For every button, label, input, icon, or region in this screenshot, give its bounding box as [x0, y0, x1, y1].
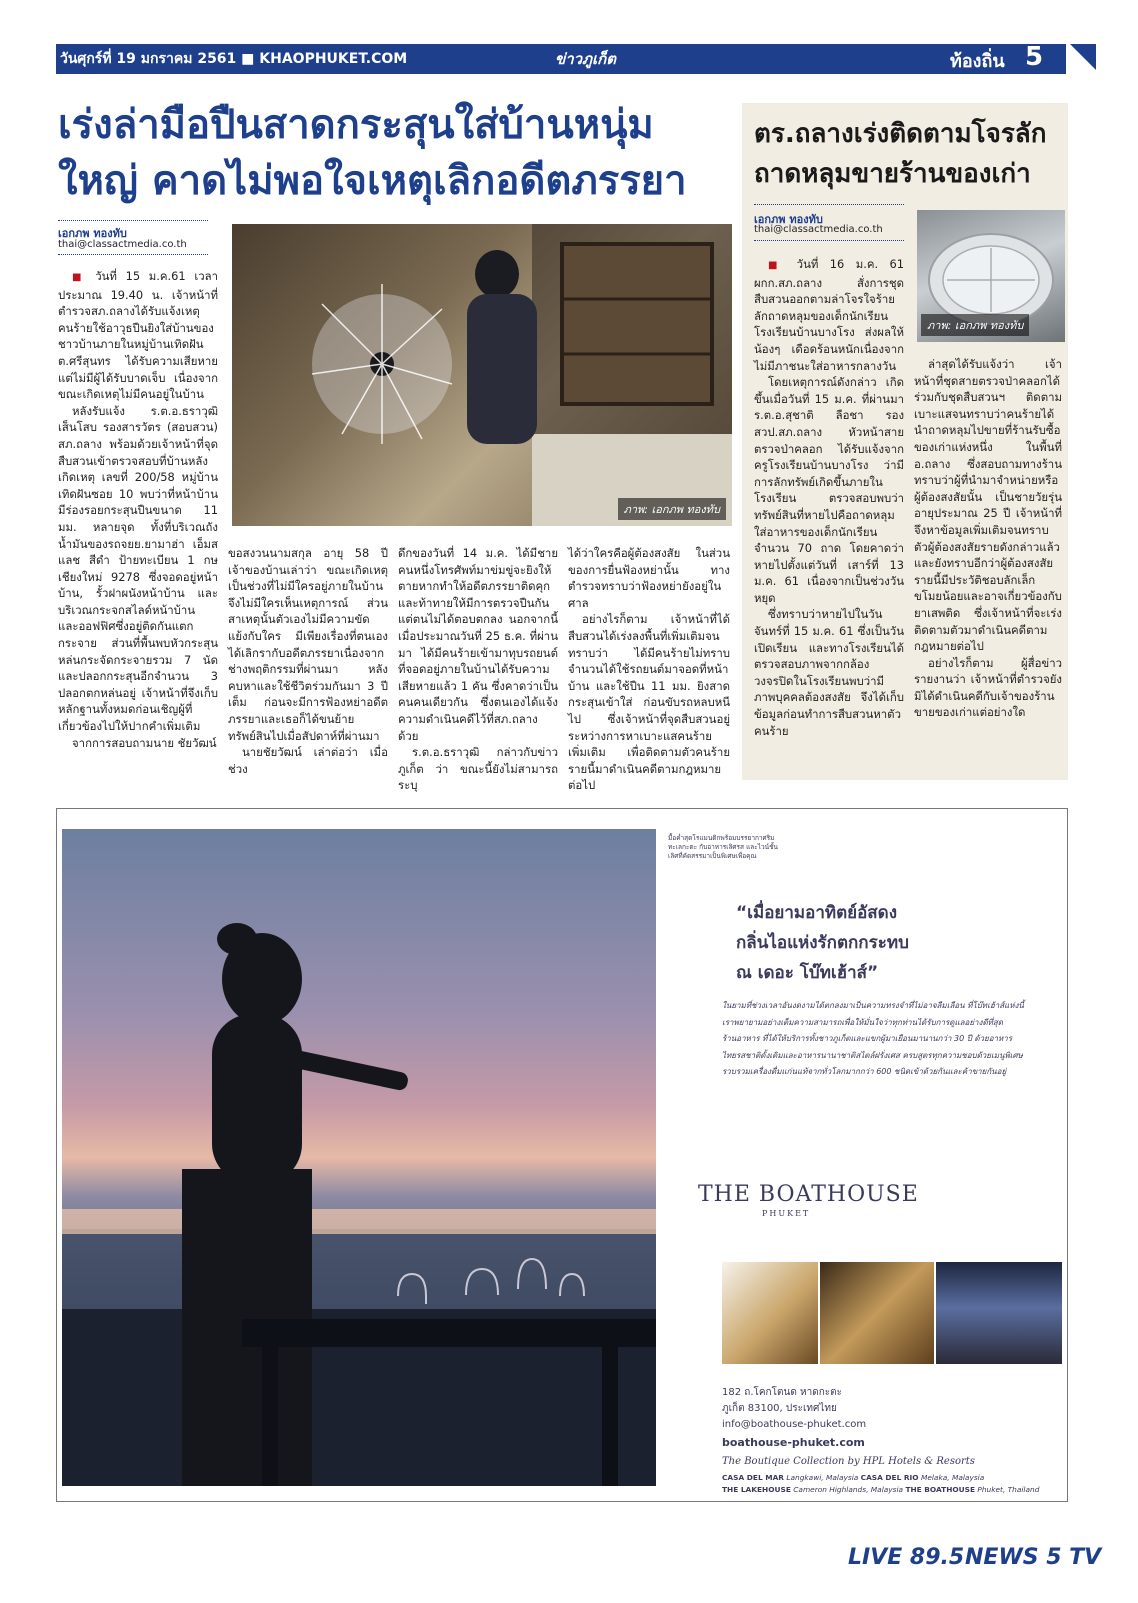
- paragraph: จากการสอบถามนาย ชัยวัฒน์: [72, 735, 217, 750]
- ad-quote-line-3: ณ เดอะ โบ๊ทเฮ้าส์”: [736, 963, 879, 983]
- paragraph: ได้ว่าใครคือผู้ต้องสงสัย ในส่วนของการยื่นฟ้องหย่านั้น ทางตำรวจทราบว่าฟ้องหย่ายังอยู่ในศาล: [568, 546, 730, 610]
- ad-quote-line-1: “เมื่อยามอาทิตย์อัสดง: [736, 903, 898, 923]
- ad-body-line: ร้านอาหาร ที่ได้ให้บริการทั้งชาวภูเก็ตและแขกผู้มาเยือนมานานกว่า 30 ปี ด้วยอาหาร: [722, 1034, 1013, 1043]
- ad-body-line: ไทยรสชาติดั้งเดิมและอาหารนานาชาติสไตล์ฝรั่งเศส ครบสูตรทุกความชอบด้วยเมนูพิเศษ: [722, 1050, 1023, 1060]
- hotel-name: THE BOATHOUSE: [905, 1485, 976, 1494]
- ad-hotel-list: [722, 1472, 1066, 1496]
- main-story-column-1: [58, 268, 218, 751]
- main-byline: เอกภพ ทองทับ: [58, 227, 127, 240]
- main-byline-email: thai@classactmedia.co.th: [58, 239, 187, 250]
- section-name: ท้องถิ่น: [950, 51, 1005, 72]
- paragraph: ร.ต.อ.ธราวุฒิ กล่าวกับข่าวภูเก็ต ว่า ขณะนี้ยังไม่สามารถระบุ: [398, 745, 558, 793]
- hotel-name: CASA DEL MAR: [722, 1473, 784, 1482]
- paragraph: วันที่ 15 ม.ค.61 เวลาประมาณ 19.40 น. เจ้าหน้าที่ตำรวจสภ.ถลางได้รับแจ้งเหตุคนร้ายใช้อาวุธปืนยิงใส่บ้านของชาวบ้านภายในหมู่บ้านเทิดฝัน ต.ศรีสุนทร ได้รับความเสียหาย แต่ไม่มีผู้ได้รับบาดเจ็บ เนื่องจากขณะเกิดเหตุไม่มีคนอยู่ในบ้าน: [58, 269, 219, 402]
- ad-body-line: ในยามที่ช่วงเวลาอันงดงามได้ตกลงมาเป็นความทรงจำที่ไม่อาจลืมเลือน ที่โบ๊ทเฮ้าส์แห่งนี้: [722, 1001, 1024, 1010]
- food-tray-photo: [917, 210, 1065, 342]
- ad-brand-sub: PHUKET: [762, 1209, 811, 1218]
- ad-photo-illustration: [62, 829, 656, 1486]
- ad-quote: [736, 898, 909, 988]
- side-byline: เอกภพ ทองทับ: [754, 213, 823, 226]
- ad-website[interactable]: boathouse-phuket.com: [722, 1436, 865, 1449]
- live-radio-logo: LIVE 89.5: [848, 1545, 965, 1570]
- main-story-column-3: [398, 545, 558, 794]
- paragraph: ขอสงวนนามสกุล อายุ 58 ปี เจ้าของบ้านเล่าว่า ขณะเกิดเหตุเป็นช่วงที่ไม่มีใครอยู่ภายในบ้าน จึงไม่มีใครเห็นเหตุการณ์ ส่วนสาเหตุนั้นตัวเองไม่มีความขัดแย้งกับใคร มีเพียงเรื่องที่ตนเองได้เลิกรากับอดีตภรรยาเนื่องจากช่างพฤติกรรมที่ผ่านมา หลังคบหาและใช้ชีวิตร่วมกันมา 3 ปีเต็ม ก่อนจะมีการฟ้องหย่าอดีตภรรยาและเธอก็ได้ขนย้ายทรัพย์สินไปเมื่อสัปดาห์ที่ผ่านมา: [228, 546, 388, 743]
- header-site: KHAOPHUKET.COM: [259, 51, 408, 67]
- side-story-column-1: [754, 256, 904, 739]
- page-number: 5: [1025, 42, 1044, 72]
- main-story-column-4: [568, 545, 730, 794]
- ad-email[interactable]: info@boathouse-phuket.com: [722, 1419, 867, 1430]
- shattered-glass-photo: [232, 224, 732, 526]
- hotel-name: THE LAKEHOUSE: [722, 1485, 791, 1494]
- paragraph: อย่างไรก็ตาม เจ้าหน้าที่ได้สืบสวนได้เร่งลงพื้นที่เพิ่มเติมจนทราบว่า ได้มีคนร้ายไม่ทราบจำนวนได้ใช้รถยนต์มาจอดที่หน้าบ้าน และใช้ปืน 11 มม. ยิงสาดกระสุนเข้าใส่ ก่อนขับรถหลบหนีไป ซึ่งเจ้าหน้าที่จุดสืบสวนอยู่ระหว่างการหาเบาะแสคนร้ายเพิ่มเติม เพื่อติดตามตัวคนร้ายรายนี้มาดำเนินคดีตามกฎหมายต่อไป: [568, 612, 730, 793]
- photo-illustration: [232, 224, 732, 526]
- side-byline-email: thai@classactmedia.co.th: [754, 224, 883, 235]
- paragraph: ดึกของวันที่ 14 ม.ค. ได้มีชายคนหนึ่งโทรศัพท์มาข่มขู่จะยิงให้ตายหากทำให้อดีตภรรยาติดคุก และท้าทายให้มีการตรวจปืนกัน แต่ตนไม่ได้ตอบตกลง นอกจากนี้เมื่อประมาณวันที่ 25 ธ.ค. ที่ผ่านมา ได้มีคนร้ายเข้ามาทุบรถยนต์ที่จอดอยู่ภายในบ้านได้รับความเสียหายแล้ว 1 คัน ซึ่งคาดว่าเป็นคนคนเดียวกัน ซึ่งตนเองได้แจ้งความดำเนินคดีไว้ที่สภ.ถลางด้วย: [398, 546, 558, 743]
- hotel-location: Cameron Highlands, Malaysia: [793, 1485, 904, 1494]
- main-photo-credit: ภาพ: เอกภพ ทองทับ: [618, 498, 726, 520]
- ad-body-line: รวบรวมเครื่องดื่มแก่นแท้จากทั่วโลกมากกว่า 600 ชนิดเข้าด้วยกันและค้าขายกันอยู่: [722, 1067, 1007, 1076]
- ad-quote-line-2: กลิ่นไอแห่งรักตกกระทบ: [736, 933, 909, 953]
- ad-thumb-exterior: [936, 1262, 1062, 1364]
- hotel-location: Melaka, Malaysia: [920, 1473, 985, 1482]
- main-headline-line-1: เร่งล่ามือปืนสาดกระสุนใส่บ้านหนุ่ม: [58, 102, 654, 148]
- paragraph: ซึ่งทราบว่าหายไปในวันจันทร์ที่ 15 ม.ค. 61 ซึ่งเป็นวันเปิดเรียน และทางโรงเรียนได้ตรวจสอบภาพจากกล้องวงจรปิดในโรงเรียนพบว่ามีภาพบุคคลต้องสงสัย จึงได้เก็บข้อมูลก่อนทำการสืบสวนหาตัวคนร้าย: [754, 607, 904, 738]
- paragraph: ล่าสุดได้รับแจ้งว่า เจ้าหน้าที่ชุดสายตรวจป่าคลอกได้ร่วมกับชุดสืบสวนฯ ติดตามเบาะแสจนทราบว่าคนร้ายได้นำถาดหลุมไปขายที่ร้านรับซื้อของเก่าแห่งหนึ่ง ในพื้นที่ อ.ถลาง ซึ่งสอบถามทางร้านทราบว่าผู้ที่นำมาจำหน่ายหรือผู้ต้องสงสัยนั้น เป็นชายวัยรุ่นอายุประมาณ 25 ปี เจ้าหน้าที่จึงหาข้อมูลเพิ่มเติมจนทราบตัวผู้ต้องสงสัยรายดังกล่าวแล้ว และยังทราบอีกว่าผู้ต้องสงสัยรายนี้มีประวัติชอบลักเล็กขโมยน้อยและอาจเกี่ยวข้องกับยาเสพติด ซึ่งเจ้าหน้าที่จะเร่งติดตามตัวมาดำเนินคดีตามกฎหมายต่อไป: [914, 357, 1062, 654]
- corner-mark-icon: [1070, 44, 1096, 70]
- ad-body: [722, 998, 1057, 1081]
- byline-divider-bottom: [58, 254, 208, 255]
- newspaper-logo: ข่าวภูเก็ต: [555, 50, 616, 68]
- paragraph: หลังรับแจ้ง ร.ต.อ.ธราวุฒิ เส็นโสบ รองสารวัตร (สอบสวน) สภ.ถลาง พร้อมด้วยเจ้าหน้าที่จุดสืบสวนเข้าตรวจสอบที่บ้านหลังเกิดเหตุ เลขที่ 200/58 หมู่บ้านเทิดฝันซอย 10 พบว่าที่หน้าบ้านมีร่องรอยกระสุนปืนขนาด 11 มม. หลายจุด ทั้งที่บริเวณถังน้ำมันของรถจยย.ยามาฮ่า เอ็มสแลช สีดำ ป้ายทะเบียน 1 กษ เชียงใหม่ 9278 ซึ่งจอดอยู่หน้าบ้าน, รั้วฝาผนังหน้าบ้าน และบริเวณกระจกสไลด์หน้าบ้าน และออฟฟิศซึ่งอยู่ติดกันแตกกระจาย ส่วนที่พื้นพบหัวกระสุนหล่นกระจัดกระจายรวม 7 นัด และปลอกกระสุนอีกจำนวน 3 ปลอกตกหล่นอยู่ เจ้าหน้าที่จึงเก็บหลักฐานทั้งหมดก่อนเชิญผู้ที่เกี่ยวข้องไปให้ปากคำเพิ่มเติม: [58, 403, 218, 734]
- hotel-location: Phuket, Thailand: [977, 1485, 1040, 1494]
- ad-body-line: เราพยายามอย่างเต็มความสามารถเพื่อให้มั่นใจว่าทุกท่านได้รับการดูแลอย่างดีที่สุด: [722, 1017, 1003, 1027]
- paragraph: นายชัยวัฒน์ เล่าต่อว่า เมื่อช่วง: [228, 745, 388, 776]
- news-tv-logo: NEWS 5 TV: [965, 1545, 1102, 1570]
- paragraph: วันที่ 16 ม.ค. 61 ผกก.สภ.ถลาง สั่งการชุดสืบสวนออกตามล่าโจรใจร้ายลักถาดหลุมของเด็กนักเรียนโรงเรียนบ้านบางโรง ส่งผลให้น้องๆ เดือดร้อนหนักเนื่องจากไม่มีภาชนะใส่อาหารกลางวัน: [754, 257, 904, 373]
- header-date: วันศุกร์ที่ 19 มกราคม 2561 ■ KHAOPHUKET.COM: [60, 51, 408, 67]
- ad-thumb-dish: [722, 1262, 818, 1364]
- hotel-location: Langkawi, Malaysia: [786, 1473, 859, 1482]
- side-headline-line-2: ถาดหลุมขายร้านของเก่า: [754, 159, 1031, 189]
- side-photo-credit: ภาพ: เอกภพ ทองทับ: [921, 314, 1029, 336]
- side-story-column-2: [914, 356, 1062, 721]
- side-byline-divider-bottom: [754, 240, 904, 241]
- byline-divider: [58, 220, 208, 221]
- sunset-dinner-photo: [62, 829, 656, 1486]
- ad-collection: The Boutique Collection by HPL Hotels & Resorts: [722, 1456, 975, 1467]
- side-headline-line-1: ตร.ถลางเร่งติดตามโจรลัก: [754, 119, 1047, 149]
- ad-address-line-1: 182 ถ.โคกโตนด หาดกะตะ: [722, 1387, 842, 1398]
- paragraph: โดยเหตุการณ์ดังกล่าว เกิดขึ้นเมื่อวันที่ 15 ม.ค. ที่ผ่านมา ร.ต.อ.สุชาติ ลือชา รองสวป.สภ.ถลาง หัวหน้าสายตรวจป่าคลอก ได้รับแจ้งจากครูโรงเรียนบ้านบางโรง ว่ามีการลักทรัพย์เกิดขึ้นภายในโรงเรียน ตรวจสอบพบว่าทรัพย์สินที่หายไปคือถาดหลุมใส่อาหารของเด็กนักเรียนจำนวน 70 ถาด โดยคาดว่าหายไปตั้งแต่วันที่ เสาร์ที่ 13 ม.ค. 61 เนื่องจากเป็นช่วงวันหยุด: [754, 375, 904, 605]
- main-story-column-2: [228, 545, 388, 777]
- ad-brand: THE BOATHOUSE: [698, 1182, 919, 1207]
- paragraph: อย่างไรก็ตาม ผู้สื่อข่าวรายงานว่า เจ้าหน้าที่ตำรวจยังมิได้ดำเนินคดีกับเจ้าของร้านขายของเก่าแต่อย่างใด: [914, 655, 1062, 720]
- ad-small-text: มื้อค่ำสุดโรแมนติกพร้อมบรรยากาศริมทะเลกะตะ กับอาหารเลิศรส และไวน์ชั้นเลิศที่คัดสรรมาเป็นพิเศษเพื่อคุณ: [668, 834, 778, 860]
- main-headline-line-2: ใหญ่ คาดไม่พอใจเหตุเลิกอดีตภรรยา: [58, 158, 687, 204]
- ad-contact: [722, 1385, 866, 1433]
- bullet-icon: ■: [72, 272, 87, 283]
- hotel-name: CASA DEL RIO: [860, 1473, 919, 1482]
- bullet-icon: ■: [768, 260, 786, 271]
- ad-address-line-2: ภูเก็ต 83100, ประเทศไทย: [722, 1403, 837, 1414]
- side-byline-divider: [754, 204, 904, 205]
- ad-thumb-dining-room: [820, 1262, 934, 1364]
